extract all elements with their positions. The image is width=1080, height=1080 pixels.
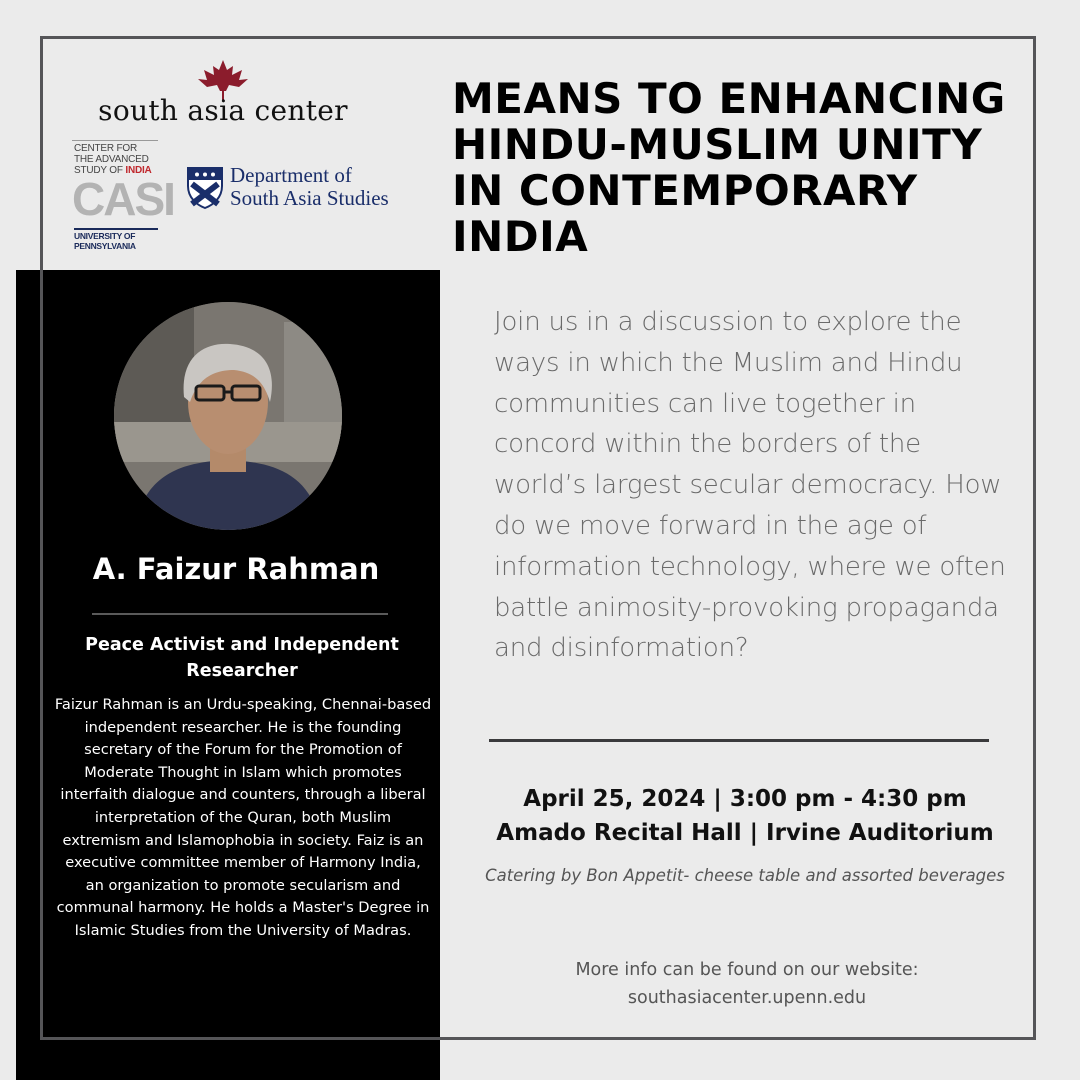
casi-line-1: CENTER FOR bbox=[74, 143, 138, 154]
department-name bbox=[230, 164, 389, 210]
event-catering: Catering by Bon Appetit- cheese table and assorted beverages bbox=[485, 866, 1005, 885]
event-title: MEANS TO ENHANCING HINDU-MUSLIM UNITY IN CONTEMPORARY INDIA bbox=[452, 74, 1006, 261]
border-frame-bottom bbox=[40, 1037, 1036, 1040]
penn-shield-icon bbox=[186, 166, 224, 210]
casi-logo bbox=[72, 140, 174, 251]
speaker-role: Peace Activist and Independent Researcher bbox=[85, 635, 399, 681]
casi-acronym: CASI bbox=[72, 173, 174, 225]
department-line-2: South Asia Studies bbox=[230, 186, 389, 210]
details-divider bbox=[489, 739, 989, 742]
website-link[interactable]: southasiacenter.upenn.edu bbox=[627, 988, 867, 1008]
speaker-name: A. Faizur Rahman bbox=[92, 552, 380, 586]
department-line-1: Department of bbox=[230, 163, 352, 187]
event-location: Amado Recital Hall | Irvine Auditorium bbox=[496, 820, 994, 846]
event-date-time: April 25, 2024 | 3:00 pm - 4:30 pm bbox=[523, 786, 967, 812]
speaker-photo bbox=[114, 302, 342, 530]
casi-line-3-a: STUDY OF bbox=[74, 165, 126, 176]
border-frame-left bbox=[40, 36, 43, 1040]
south-asia-center-logo bbox=[90, 58, 356, 128]
speaker-bio: Faizur Rahman is an Urdu-speaking, Chennai-based independent researcher. He is the founding secretary of the Forum for the Promotion of Moderate Thought in Islam which promotes interfaith dialogue and counters, through a liberal interpretation of the Quran, both Muslim extremism and Islamophobia in society. Faiz is an executive committee member of Harmony India, an organization to promote secularism and communal harmony. He holds a Master's Degree in Islamic Studies from the University of Madras. bbox=[54, 696, 432, 939]
casi-line-2: THE ADVANCED bbox=[74, 154, 149, 165]
casi-university: UNIVERSITY OF PENNSYLVANIA bbox=[74, 228, 158, 251]
casi-line-3-b: INDIA bbox=[125, 165, 152, 176]
speaker-name-divider bbox=[92, 613, 388, 615]
speaker-portrait bbox=[114, 302, 342, 530]
event-description: Join us in a discussion to explore the ways in which the Muslim and Hindu communities can live together in concord within the borders of the world’s largest secular democracy. How do we move forward in the age of information technology, where we often battle animosity-provoking propaganda and disinformation? bbox=[494, 307, 1006, 664]
department-logo bbox=[186, 164, 426, 214]
casi-rule bbox=[72, 140, 158, 141]
south-asia-center-wordmark: south asia center bbox=[98, 94, 348, 127]
info-text: More info can be found on our website: bbox=[575, 960, 919, 980]
